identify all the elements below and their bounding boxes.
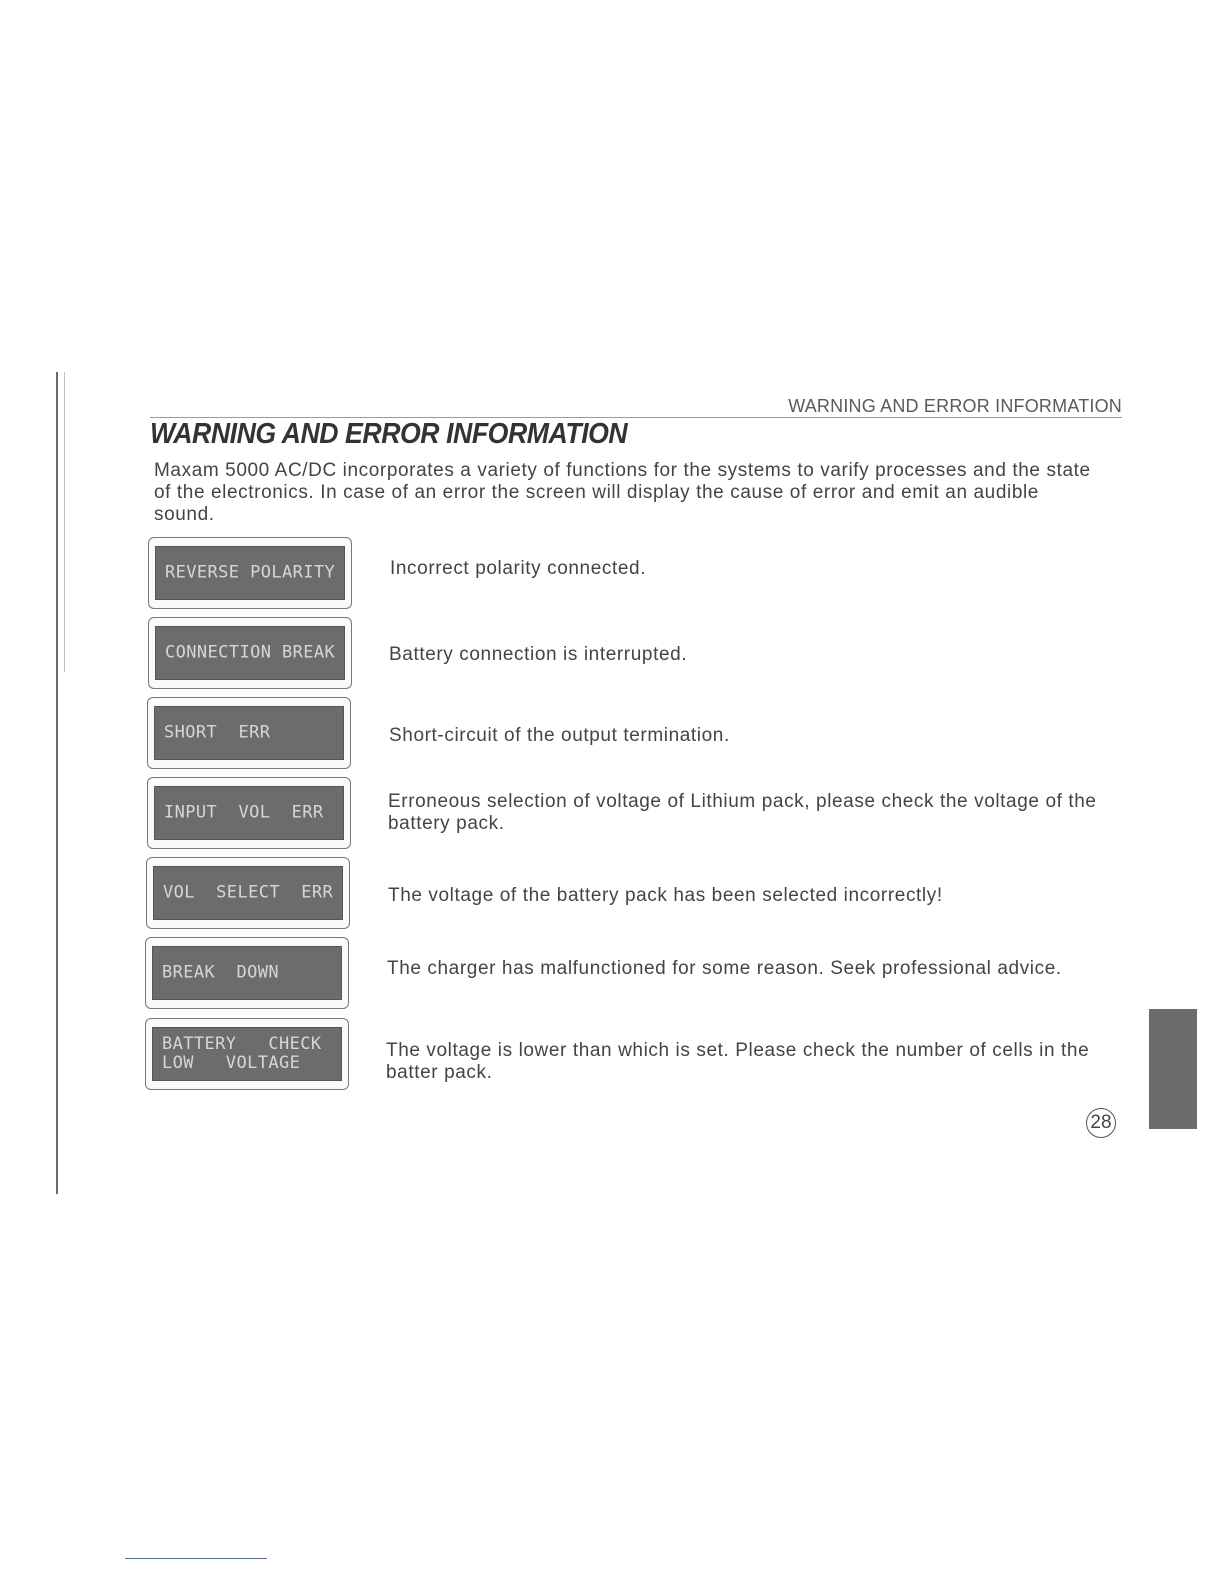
- lcd-display-frame: [148, 537, 352, 609]
- lcd-display-frame: [148, 617, 352, 689]
- section-title: WARNING AND ERROR INFORMATION: [150, 418, 628, 450]
- error-description: Incorrect polarity connected.: [390, 558, 647, 579]
- lcd-screen: [152, 946, 342, 1000]
- lcd-message: CONNECTION BREAK: [165, 642, 336, 663]
- lcd-message: SHORT ERR: [164, 722, 271, 743]
- binding-edge-line: [56, 372, 58, 1194]
- lcd-display-frame: [145, 1018, 349, 1090]
- lcd-display-frame: [147, 697, 351, 769]
- lcd-screen: [154, 786, 344, 840]
- lcd-message: BREAK DOWN: [162, 962, 279, 983]
- lcd-message: VOL SELECT ERR: [163, 882, 334, 903]
- lcd-screen: [153, 866, 343, 920]
- lcd-screen: [155, 626, 345, 680]
- running-head: WARNING AND ERROR INFORMATION: [788, 396, 1122, 416]
- lcd-message: BATTERY CHECK LOW VOLTAGE: [162, 1034, 322, 1073]
- lcd-display-frame: [146, 857, 350, 929]
- binding-edge-line-faint: [64, 372, 65, 672]
- error-description: Short-circuit of the output termination.: [389, 725, 730, 746]
- lcd-display-frame: [147, 777, 351, 849]
- footer-line: [125, 1558, 267, 1559]
- intro-paragraph: Maxam 5000 AC/DC incorporates a variety of functions for the systems to varify processes and the state of the electronics. In case of an error the screen will display the cause of error and emit an audible sound.: [154, 460, 1091, 525]
- lcd-screen: [155, 546, 345, 600]
- error-description: Battery connection is interrupted.: [389, 644, 688, 665]
- lcd-message: REVERSE POLARITY: [165, 562, 336, 583]
- lcd-screen: [152, 1027, 342, 1081]
- error-description: Erroneous selection of voltage of Lithium pack, please check the voltage of the battery pack.: [388, 791, 1097, 834]
- error-description: The voltage is lower than which is set. Please check the number of cells in the batter pack.: [386, 1040, 1090, 1083]
- lcd-screen: [154, 706, 344, 760]
- error-description: The voltage of the battery pack has been selected incorrectly!: [388, 885, 943, 906]
- page-number: 28: [1086, 1108, 1116, 1138]
- lcd-display-frame: [145, 937, 349, 1009]
- lcd-message: INPUT VOL ERR: [164, 802, 324, 823]
- chapter-thumb-tab: [1149, 1009, 1197, 1129]
- error-description: The charger has malfunctioned for some reason. Seek professional advice.: [387, 958, 1062, 979]
